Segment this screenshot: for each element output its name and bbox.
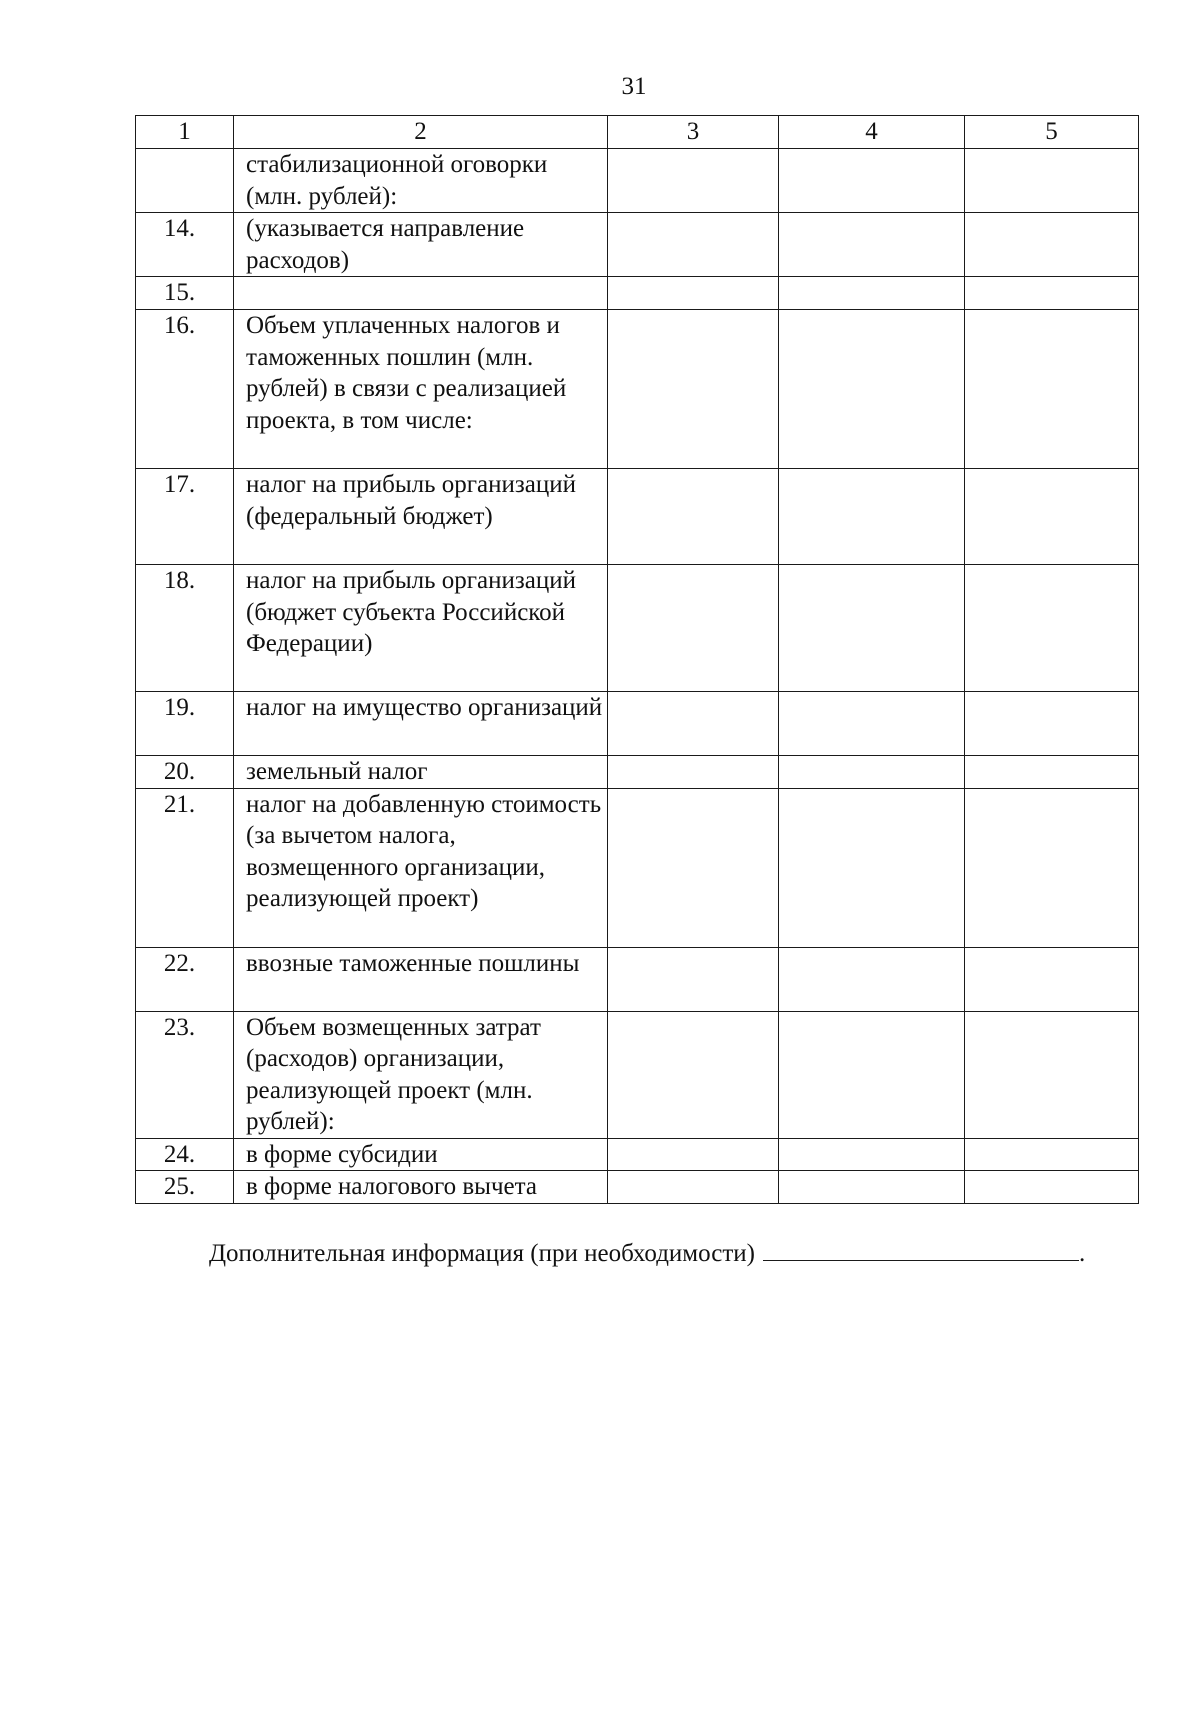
row-label: налог на добавленную стоимость (за вычетом налога, возмещенного организации, реализующей проект) bbox=[234, 788, 608, 947]
row-number: 22. bbox=[136, 947, 234, 1011]
row-number: 14. bbox=[136, 213, 234, 277]
row-label bbox=[234, 277, 608, 310]
row-number: 21. bbox=[136, 788, 234, 947]
value-cell-col-5[interactable] bbox=[965, 1138, 1139, 1171]
header-col-4: 4 bbox=[779, 116, 965, 149]
value-cell-col-4[interactable] bbox=[779, 1171, 965, 1204]
row-number: 24. bbox=[136, 1138, 234, 1171]
value-cell-col-5[interactable] bbox=[965, 213, 1139, 277]
value-cell-col-3[interactable] bbox=[608, 469, 779, 565]
row-label: (указывается направление расходов) bbox=[234, 213, 608, 277]
value-cell-col-5[interactable] bbox=[965, 947, 1139, 1011]
value-cell-col-3[interactable] bbox=[608, 149, 779, 213]
additional-info bbox=[209, 1236, 1085, 1269]
table-row bbox=[136, 213, 1139, 277]
table-row bbox=[136, 277, 1139, 310]
value-cell-col-4[interactable] bbox=[779, 469, 965, 565]
additional-info-blank-line[interactable] bbox=[763, 1236, 1079, 1261]
row-label: налог на прибыль организаций (бюджет субъекта Российской Федерации) bbox=[234, 565, 608, 692]
row-label: в форме налогового вычета bbox=[234, 1171, 608, 1204]
value-cell-col-4[interactable] bbox=[779, 947, 965, 1011]
row-number: 18. bbox=[136, 565, 234, 692]
value-cell-col-5[interactable] bbox=[965, 565, 1139, 692]
table-row bbox=[136, 947, 1139, 1011]
value-cell-col-3[interactable] bbox=[608, 277, 779, 310]
row-number: 17. bbox=[136, 469, 234, 565]
value-cell-col-4[interactable] bbox=[779, 692, 965, 756]
value-cell-col-4[interactable] bbox=[779, 213, 965, 277]
row-label: в форме субсидии bbox=[234, 1138, 608, 1171]
value-cell-col-3[interactable] bbox=[608, 565, 779, 692]
value-cell-col-3[interactable] bbox=[608, 1138, 779, 1171]
table-row bbox=[136, 1171, 1139, 1204]
value-cell-col-3[interactable] bbox=[608, 1011, 779, 1138]
value-cell-col-5[interactable] bbox=[965, 692, 1139, 756]
table-row bbox=[136, 469, 1139, 565]
table-row bbox=[136, 1138, 1139, 1171]
value-cell-col-5[interactable] bbox=[965, 310, 1139, 469]
value-cell-col-5[interactable] bbox=[965, 756, 1139, 789]
value-cell-col-3[interactable] bbox=[608, 1171, 779, 1204]
row-label: Объем уплаченных налогов и таможенных пошлин (млн. рублей) в связи с реализацией проекта, в том числе: bbox=[234, 310, 608, 469]
value-cell-col-4[interactable] bbox=[779, 756, 965, 789]
value-cell-col-3[interactable] bbox=[608, 692, 779, 756]
header-col-1: 1 bbox=[136, 116, 234, 149]
row-label: Объем возмещенных затрат (расходов) организации, реализующей проект (млн. рублей): bbox=[234, 1011, 608, 1138]
value-cell-col-5[interactable] bbox=[965, 1011, 1139, 1138]
value-cell-col-3[interactable] bbox=[608, 310, 779, 469]
table-row bbox=[136, 756, 1139, 789]
table-row bbox=[136, 788, 1139, 947]
row-number: 20. bbox=[136, 756, 234, 789]
header-col-2: 2 bbox=[234, 116, 608, 149]
table-header-row bbox=[136, 116, 1139, 149]
additional-info-label: Дополнительная информация (при необходимости) bbox=[209, 1240, 755, 1267]
value-cell-col-5[interactable] bbox=[965, 277, 1139, 310]
row-label: стабилизационной оговорки (млн. рублей): bbox=[234, 149, 608, 213]
row-label: земельный налог bbox=[234, 756, 608, 789]
table-row bbox=[136, 1011, 1139, 1138]
value-cell-col-5[interactable] bbox=[965, 1171, 1139, 1204]
value-cell-col-4[interactable] bbox=[779, 277, 965, 310]
table-body bbox=[136, 149, 1139, 1204]
page-number: 31 bbox=[621, 73, 647, 100]
row-number: 15. bbox=[136, 277, 234, 310]
row-label: налог на имущество организаций bbox=[234, 692, 608, 756]
value-cell-col-4[interactable] bbox=[779, 565, 965, 692]
value-cell-col-4[interactable] bbox=[779, 788, 965, 947]
value-cell-col-3[interactable] bbox=[608, 213, 779, 277]
table-row bbox=[136, 149, 1139, 213]
value-cell-col-5[interactable] bbox=[965, 149, 1139, 213]
value-cell-col-5[interactable] bbox=[965, 788, 1139, 947]
value-cell-col-5[interactable] bbox=[965, 469, 1139, 565]
row-label: ввозные таможенные пошлины bbox=[234, 947, 608, 1011]
row-number: 19. bbox=[136, 692, 234, 756]
value-cell-col-3[interactable] bbox=[608, 947, 779, 1011]
table-row bbox=[136, 692, 1139, 756]
row-number: 25. bbox=[136, 1171, 234, 1204]
value-cell-col-4[interactable] bbox=[779, 1011, 965, 1138]
row-number: 16. bbox=[136, 310, 234, 469]
row-number: 23. bbox=[136, 1011, 234, 1138]
value-cell-col-4[interactable] bbox=[779, 1138, 965, 1171]
table-row bbox=[136, 565, 1139, 692]
data-table bbox=[135, 115, 1139, 1204]
value-cell-col-4[interactable] bbox=[779, 310, 965, 469]
additional-info-period: . bbox=[1078, 1240, 1086, 1267]
value-cell-col-4[interactable] bbox=[779, 149, 965, 213]
row-label: налог на прибыль организаций (федеральный бюджет) bbox=[234, 469, 608, 565]
value-cell-col-3[interactable] bbox=[608, 756, 779, 789]
row-number bbox=[136, 149, 234, 213]
table-row bbox=[136, 310, 1139, 469]
header-col-5: 5 bbox=[965, 116, 1139, 149]
header-col-3: 3 bbox=[608, 116, 779, 149]
value-cell-col-3[interactable] bbox=[608, 788, 779, 947]
